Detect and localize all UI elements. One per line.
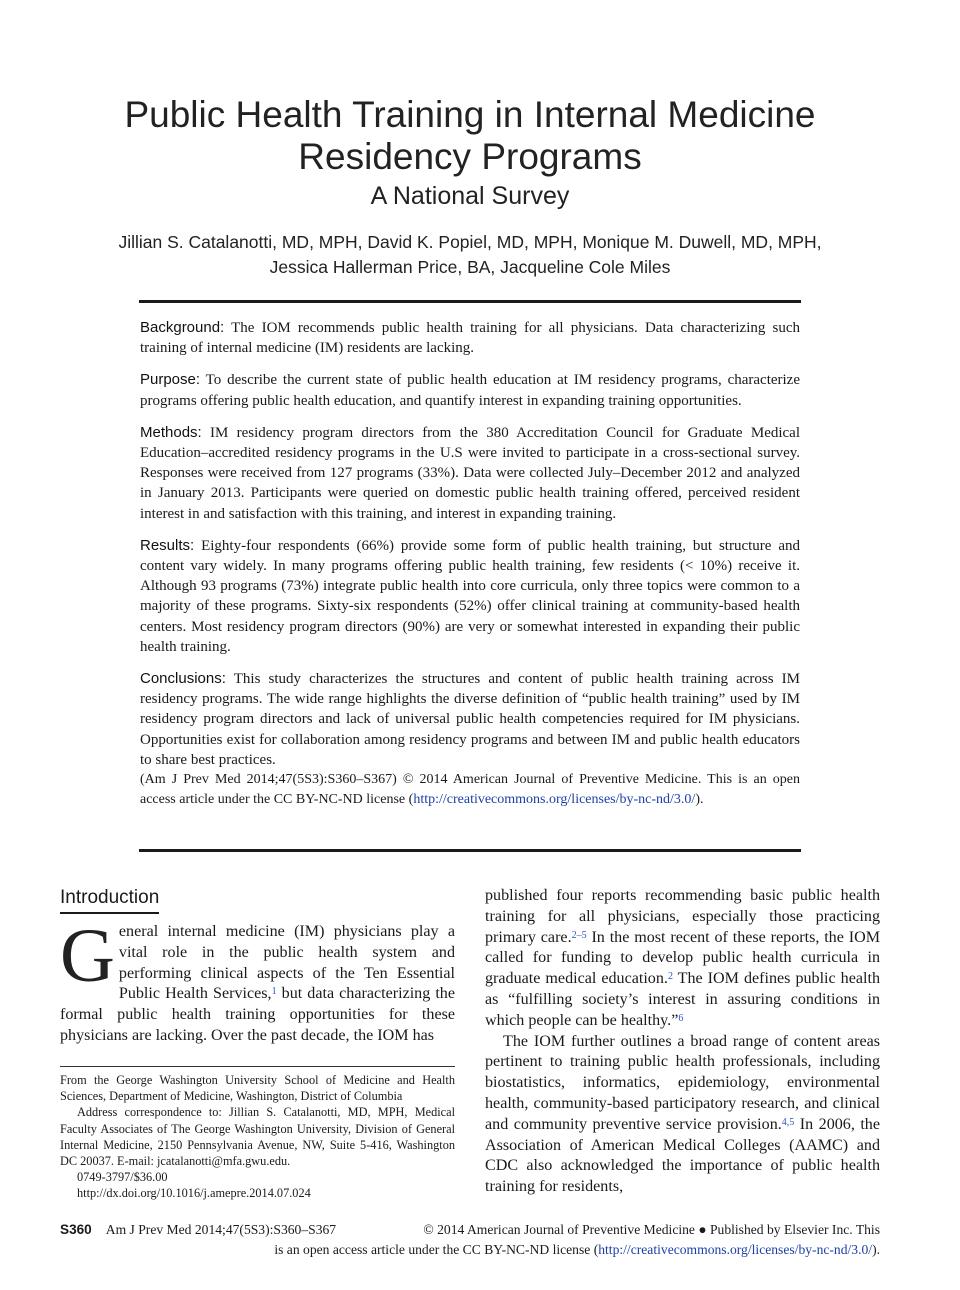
footer-line-2: [60, 1240, 880, 1260]
reference-link[interactable]: 2–5: [571, 929, 587, 941]
page-number: S360: [60, 1222, 92, 1237]
footer-line-1: [60, 1220, 880, 1240]
footnotes: [60, 1072, 455, 1202]
purpose-text: To describe the current state of public health education at IM residency programs, characterize programs offering public health education, and quantify interest in expanding training opportunities.: [140, 372, 800, 409]
conclusions-label: Conclusions:: [140, 670, 226, 688]
abstract: [140, 318, 800, 810]
intro-p1-text-a: eneral internal medicine (IM) physicians play a vital role in the public health system and performing clinical aspects of the Ten Essential Public Health Services,: [118, 923, 455, 1003]
methods-label: Methods:: [140, 423, 202, 441]
intro-r1-text-b: In the most recent of these reports, the IOM called for funding to develop public health curricula in graduate medical education.: [485, 928, 881, 988]
intro-r1-text-c: The IOM defines public health as “fulfilling society’s interest in assuring conditions in which people can be healthy.”: [485, 970, 880, 1029]
intro-paragraph-3: [485, 1032, 880, 1198]
abstract-conclusions: [140, 669, 800, 770]
reference-link[interactable]: 2: [667, 971, 673, 983]
license-link[interactable]: http://creativecommons.org/licenses/by-nc-nd/3.0/: [413, 792, 696, 808]
left-column: [60, 884, 455, 1047]
affiliation-note: From the George Washington University School of Medicine and Health Sciences, Department of Medicine, Washington, District of Columbia: [60, 1073, 455, 1104]
results-label: Results:: [140, 536, 195, 554]
citation-text: (Am J Prev Med 2014;47(5S3):S360–S367) © 2014 American Journal of Preventive Medicine. This is an open access article under the CC BY-NC-ND license (: [140, 772, 800, 808]
doi-note: http://dx.doi.org/10.1016/j.amepre.2014.07.024: [77, 1186, 311, 1201]
abstract-purpose: [140, 370, 800, 410]
abstract-methods: [140, 423, 800, 524]
methods-text: IM residency program directors from the 380 Accreditation Council for Graduate Medical Education–accredited residency programs in the U.S were invited to participate in a cross-sectional survey. Responses were received from 127 programs (33%). Data were collected July–December 2012 and analyzed in January 2013. Participants were queried on domestic public health training offered, perceived resident interest in and satisfaction with this training, and interest in expanding training.: [140, 424, 801, 522]
article-title: Public Health Training in Internal Medicine Residency Programs: [124, 94, 816, 177]
authors-line-2: Jessica Hallerman Price, BA, Jacqueline Cole Miles: [269, 257, 671, 277]
page-footer: [60, 1220, 880, 1260]
intro-r2-text-a: The IOM further outlines a broad range of content areas pertinent to training public health professionals, including biostatistics, informatics, epidemiology, environmental health, community-based participatory research, and clinical and community preventive service provision.: [485, 1032, 880, 1133]
introduction-heading: Introduction: [60, 884, 159, 914]
conclusions-text: This study characterizes the structures and content of public health training across IM residency programs. The wide range highlights the diverse definition of “public health training” used by IM residency program directors and lack of universal public health competencies required for IM physicians. Opportunities exist for collaboration among residency programs and between IM and public health educators to share best practices.: [140, 671, 801, 768]
issn-note: 0749-3797/$36.00: [77, 1170, 168, 1185]
purpose-label: Purpose:: [140, 371, 201, 389]
intro-r1-text-a: published four reports recommending basic public health training for all physicians, especially those practicing primary care.: [485, 887, 880, 946]
author-list: [60, 230, 880, 280]
abstract-bottom-rule: [139, 849, 801, 852]
intro-paragraph-2: [485, 886, 880, 1032]
intro-r2-text-b: In 2006, the Association of American Medical Colleges (AAMC) and CDC also acknowledged the importance of public health training for residents,: [485, 1115, 880, 1196]
license-text: is an open access article under the CC BY-NC-ND license (: [274, 1242, 599, 1257]
reference-link[interactable]: 4,5: [781, 1116, 795, 1128]
background-text: The IOM recommends public health training for all physicians. Data characterizing such training of internal medicine (IM) residents are lacking.: [140, 320, 801, 357]
footer-license-link[interactable]: http://creativecommons.org/licenses/by-nc-nd/3.0/: [598, 1242, 873, 1257]
abstract-top-rule: [139, 300, 801, 303]
reference-link[interactable]: 1: [271, 986, 277, 998]
footnote-rule: [60, 1066, 455, 1067]
abstract-background: [140, 318, 800, 358]
intro-paragraph-1: [60, 914, 455, 1047]
background-label: Background:: [140, 319, 225, 336]
abstract-results: [140, 536, 800, 657]
correspondence-note: Address correspondence to: Jillian S. Catalanotti, MD, MPH, Medical Faculty Associates of The George Washington University, Division of General Internal Medicine, 2150 Pennsylvania Avenue, NW, Suite 5-416, Washington DC 20037. E-mail: jcatalanotti@mfa.gwu.edu.: [60, 1105, 455, 1169]
journal-reference: Am J Prev Med 2014;47(5S3):S360–S367: [105, 1222, 337, 1237]
article-subtitle: A National Survey: [370, 182, 570, 210]
reference-link[interactable]: 6: [678, 1012, 684, 1024]
copyright-text: © 2014 American Journal of Preventive Medicine ● Published by Elsevier Inc. This: [423, 1222, 880, 1237]
authors-line-1: Jillian S. Catalanotti, MD, MPH, David K. Popiel, MD, MPH, Monique M. Duwell, MD, MPH,: [118, 232, 822, 252]
abstract-citation: [140, 770, 800, 810]
right-column: [485, 886, 880, 1198]
citation-end: ).: [695, 792, 704, 808]
license-end: ).: [872, 1242, 880, 1257]
drop-cap: G: [60, 914, 115, 998]
results-text: Eighty-four respondents (66%) provide some form of public health training, but structure and content vary widely. In many programs offering public health training, few residents (< 10%) receive it. Although 93 programs (73%) integrate public health into core curricula, only three topics were common to a majority of these programs. Sixty-six respondents (52%) offer clinical training at community-based health centers. Most residency program directors (90%) are very or somewhat interested in expanding their public health training.: [140, 537, 801, 655]
intro-p1-text-b: but data characterizing the formal public health training opportunities for these physicians are lacking. Over the past decade, the IOM has: [60, 985, 455, 1044]
